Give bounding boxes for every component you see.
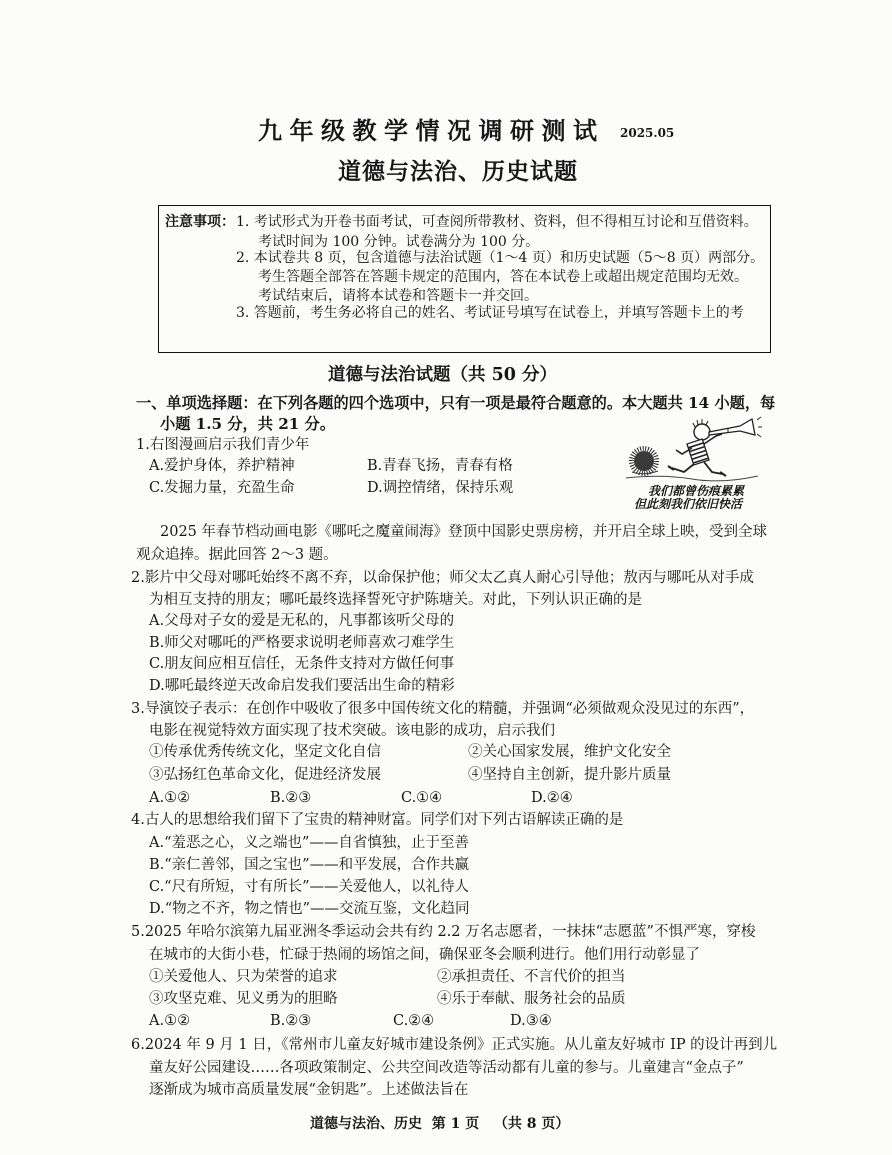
statement: ③攻坚克难、见义勇为的胆略 [149,991,338,1007]
option: C.“尺有所短，寸有所长”——关爱他人，以礼待人 [149,879,470,895]
choice: B.②③ [270,790,312,806]
exam-date: 2025.05 [620,126,675,140]
question-stem: 3.导演饺子表示：在创作中吸收了很多中国传统文化的精髓，并强调“必须做观众没见过的东西”， [131,701,755,717]
option: B.师父对哪吒的严格要求说明老师喜欢刁难学生 [149,635,455,651]
part-heading: 一、单项选择题：在下列各题的四个选项中，只有一项是最符合题意的。本大题共 14 小题，每 [136,394,776,412]
exam-title: 九年级教学情况调研测试 [258,116,605,145]
option: A.爱护身体，养护精神 [149,458,295,474]
option: D.“物之不齐，物之情也”——交流互鉴，文化趋同 [149,901,470,917]
option: A.“羞恶之心，义之端也”——自省慎独，止于至善 [149,835,469,851]
option: A.父母对子女的爱是无私的，凡事都该听父母的 [149,613,455,629]
question-stem: 逐渐成为城市高质量发展“金钥匙”。上述做法旨在 [149,1082,469,1098]
statement: ①关爱他人、只为荣誉的追求 [149,969,338,985]
notice-box [158,205,771,353]
choice: C.①④ [401,790,443,806]
notice-line: 2. 本试卷共 8 页，包含道德与法治试题（1～4 页）和历史试题（5～8 页）两部分。 [236,250,765,266]
statement: ②关心国家发展，维护文化安全 [468,744,671,760]
notice-line: 考试结束后，请将本试卷和答题卡一并交回。 [258,288,538,304]
question-stem: 1.右图漫画启示我们青少年 [136,437,310,453]
option: B.青春飞扬，青春有格 [367,458,513,474]
choice: B.②③ [270,1013,312,1029]
choice: A.①② [149,1013,191,1029]
notice-line: 1. 考试形式为开卷书面考试，可查阅所带教材、资料，但不得相互讨论和互借资料。 [236,214,758,230]
statement: ④坚持自主创新，提升影片质量 [468,767,671,783]
part-heading: 小题 1.5 分，共 21 分。 [160,415,336,433]
cartoon-runner [668,419,726,476]
option: D.调控情绪，保持乐观 [367,480,514,496]
question-stem: 4.古人的思想给我们留下了宝贵的精神财富。同学们对下列古语解读正确的是 [131,812,624,828]
question-stem: 在城市的大街小巷，忙碌于热闹的场馆之间，确保亚冬会顺利进行。他们用行动彰显了 [149,947,700,963]
question-stem: 2.影片中父母对哪吒始终不离不弃，以命保护他；师父太乙真人耐心引导他；敖丙与哪吒从对手成 [131,570,754,586]
option: C.发掘力量，充盈生命 [149,480,295,496]
statement: ③弘扬红色革命文化，促进经济发展 [149,767,381,783]
cartoon-ground [626,476,758,481]
question-stem: 5.2025 年哈尔滨第九届亚洲冬季运动会共有约 2.2 万名志愿者，一抹抹“志愿蓝”不惧严寒，穿梭 [131,924,756,940]
passage-line: 观众追捧。据此回答 2～3 题。 [136,547,338,563]
statement: ②承担责任、不言代价的担当 [437,969,626,985]
choice: A.①② [149,790,191,806]
notice-line: 3. 答题前，考生务必将自己的姓名、考试证号填写在试卷上，并填写答题卡上的考 [236,305,744,321]
notice-line: 考生答题全部答在答题卡规定的范围内，答在本试卷上或超出规定范围均无效。 [258,269,748,285]
question-stem: 电影在视觉特效方面实现了技术突破。该电影的成功，启示我们 [149,723,555,739]
choice: D.③④ [510,1013,552,1029]
notice-label: 注意事项： [165,214,235,230]
choice: D.②④ [531,790,573,806]
passage-line: 2025 年春节档动画电影《哪吒之魔童闹海》登顶中国影史票房榜，并开启全球上映，受到全球 [160,524,768,540]
cartoon-trumpet [709,417,762,437]
question-stem: 为相互支持的朋友；哪吒最终选择誓死守护陈塘关。对此，下列认识正确的是 [149,592,642,608]
cartoon-illustration [622,414,762,489]
option: B.“亲仁善邻，国之宝也”——和平发展，合作共赢 [149,857,470,873]
choice: C.②④ [393,1013,435,1029]
cartoon-caption: 我们都曾伤痕累累 [648,484,745,498]
statement: ①传承优秀传统文化，坚定文化自信 [149,744,381,760]
statement: ④乐于奉献、服务社会的品质 [437,991,626,1007]
section-title: 道德与法治试题（共 50 分） [328,365,558,385]
question-stem: 6.2024 年 9 月 1 日，《常州市儿童友好城市建设条例》正式实施。从儿童友好城市 IP 的设计再到儿 [131,1037,778,1053]
exam-subtitle: 道德与法治、历史试题 [338,158,578,185]
cartoon-hedgehog [632,449,659,474]
page-footer: 道德与法治、历史 第 1 页 （共 8 页） [310,1116,570,1132]
notice-line: 考试时间为 100 分钟。试卷满分为 100 分。 [258,234,540,250]
option: C.朋友间应相互信任，无条件支持对方做任何事 [149,656,455,672]
option: D.哪吒最终逆天改命启发我们要活出生命的精彩 [149,678,455,694]
cartoon-caption: 但此刻我们依旧快活 [634,497,743,511]
question-stem: 童友好公园建设……各项政策制定、公共空间改造等活动都有儿童的参与。儿童建言“金点子” [149,1060,744,1076]
